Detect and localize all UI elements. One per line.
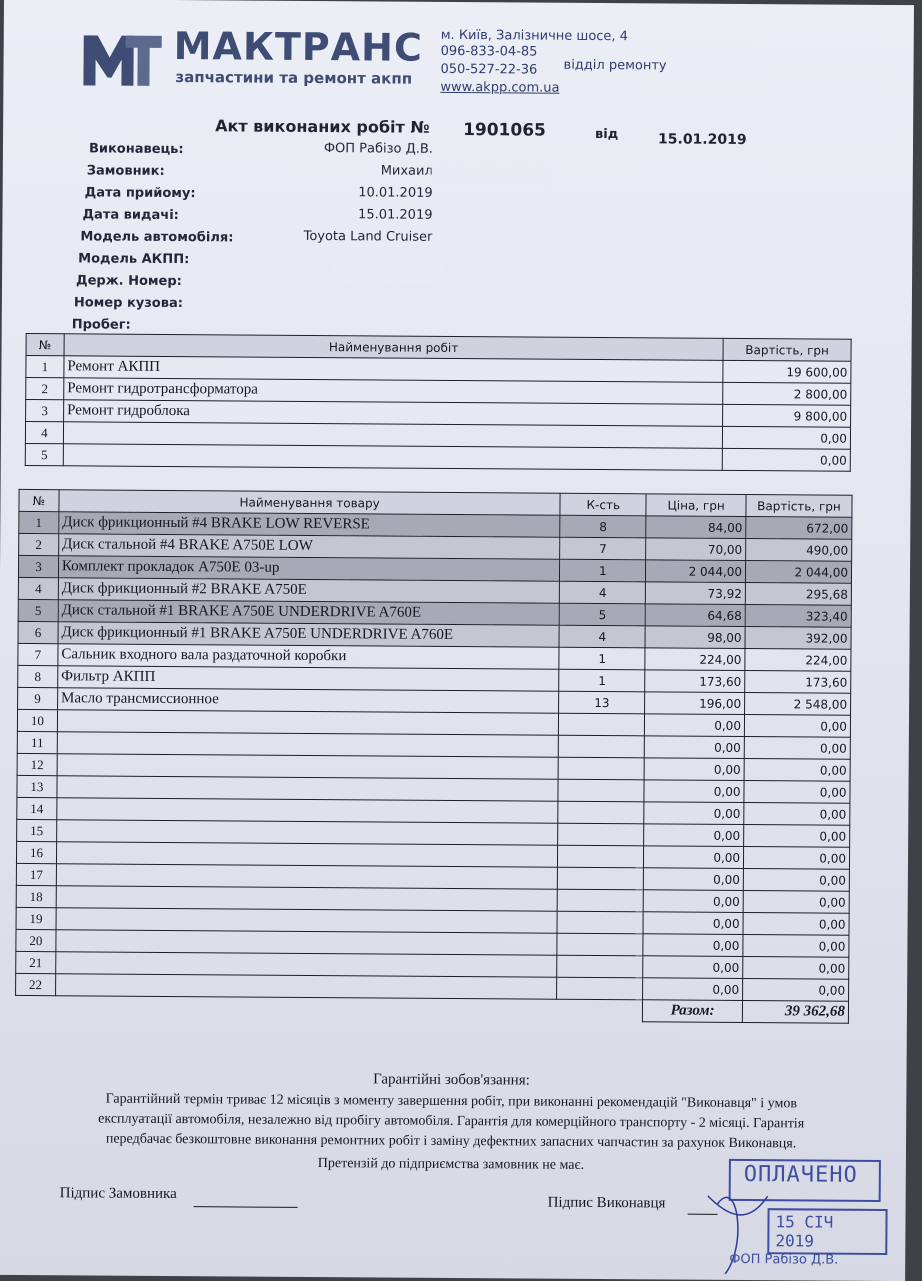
row-number: 12 bbox=[17, 753, 57, 775]
goods-cost: 0,00 bbox=[743, 957, 849, 980]
goods-cost: 0,00 bbox=[743, 891, 849, 914]
goods-price: 173,60 bbox=[645, 670, 745, 693]
goods-qty bbox=[557, 933, 643, 956]
goods-col-cost: Вартість, грн bbox=[746, 495, 852, 518]
executor-label: Виконавець: bbox=[88, 141, 184, 158]
customer-signature-label: Підпис Замовника bbox=[59, 1185, 177, 1203]
goods-qty: 1 bbox=[559, 647, 645, 670]
company-address: м. Київ, Залізничне шосе, 4 bbox=[440, 27, 629, 45]
total-label: Разом: bbox=[643, 1000, 743, 1023]
row-number: 2 bbox=[19, 533, 59, 555]
goods-qty bbox=[558, 867, 644, 890]
work-cost: 0,00 bbox=[722, 426, 850, 449]
company-logo bbox=[81, 29, 163, 88]
goods-cost: 0,00 bbox=[744, 803, 850, 826]
row-number: 8 bbox=[18, 665, 58, 687]
row-number: 16 bbox=[16, 841, 56, 863]
issued-date-value: 15.01.2019 bbox=[358, 207, 433, 223]
row-number: 14 bbox=[17, 797, 57, 819]
goods-table bbox=[15, 489, 853, 1024]
goods-cost: 0,00 bbox=[744, 759, 850, 782]
redacted-plate bbox=[332, 259, 442, 284]
goods-price: 0,00 bbox=[643, 912, 743, 935]
act-from-label: від bbox=[595, 126, 619, 143]
goods-col-qty: К-сть bbox=[560, 493, 646, 516]
goods-qty: 7 bbox=[560, 537, 646, 560]
goods-price: 0,00 bbox=[644, 780, 744, 803]
goods-price: 73,92 bbox=[646, 582, 746, 605]
goods-cost: 0,00 bbox=[744, 825, 850, 848]
row-number: 6 bbox=[18, 621, 58, 643]
customer-label: Замовник: bbox=[86, 163, 165, 179]
goods-cost: 392,00 bbox=[745, 627, 851, 650]
row-number: 13 bbox=[17, 775, 57, 797]
stamp-owner: ФОП Рабізо Д.В. bbox=[729, 1251, 839, 1268]
row-number: 7 bbox=[18, 643, 58, 665]
goods-qty bbox=[558, 823, 644, 846]
goods-price: 0,00 bbox=[644, 736, 744, 759]
redacted-customer bbox=[433, 162, 553, 183]
row-number: 2 bbox=[26, 377, 64, 399]
act-date: 15.01.2019 bbox=[657, 131, 747, 149]
goods-name: Диск фрикционный #2 BRAKE A750E bbox=[58, 578, 560, 604]
goods-price: 196,00 bbox=[645, 692, 745, 715]
goods-cost: 173,60 bbox=[745, 671, 851, 694]
guarantee-title: Гарантійні зобов'язання: bbox=[373, 1071, 530, 1089]
row-number: 5 bbox=[25, 443, 63, 465]
goods-qty bbox=[559, 735, 645, 758]
goods-price: 84,00 bbox=[646, 516, 746, 539]
row-number: 1 bbox=[26, 355, 64, 377]
act-number: 1901065 bbox=[463, 120, 546, 141]
executor-value: ФОП Рабізо Д.В. bbox=[323, 141, 434, 157]
goods-qty bbox=[558, 845, 644, 868]
row-number: 1 bbox=[19, 511, 59, 533]
goods-price: 0,00 bbox=[643, 890, 743, 913]
row-number: 11 bbox=[17, 731, 57, 753]
guarantee-line-4: Претензій до підприємства замовник не має. bbox=[317, 1156, 585, 1173]
car-model-label: Модель автомобіля: bbox=[80, 229, 234, 246]
work-name: Ремонт гидротрансформатора bbox=[64, 378, 723, 405]
paid-stamp bbox=[707, 1156, 888, 1281]
goods-qty bbox=[558, 801, 644, 824]
issued-date-label: Дата видачі: bbox=[82, 207, 179, 224]
work-cost: 19 600,00 bbox=[723, 360, 851, 383]
brand-subtitle: запчастини та ремонт акпп bbox=[175, 68, 413, 88]
goods-name: Диск фрикционный #1 BRAKE A750E UNDERDRIVE A760E bbox=[58, 622, 560, 648]
goods-cost: 0,00 bbox=[744, 781, 850, 804]
goods-total-row bbox=[15, 995, 848, 1023]
row-number: 15 bbox=[17, 819, 57, 841]
row-number: 18 bbox=[16, 885, 56, 907]
department-label: відділ ремонту bbox=[563, 57, 667, 74]
goods-name: Диск стальной #1 BRAKE A750E UNDERDRIVE A760E bbox=[58, 600, 560, 626]
stamp-paid-text: ОПЛАЧЕНО bbox=[743, 1162, 858, 1188]
goods-price: 0,00 bbox=[644, 824, 744, 847]
row-number: 17 bbox=[16, 863, 56, 885]
guarantee-line-2: експлуатації автомобіля, незалежно від пробігу автомобіля. Гарантія для комерційного транспорту - 2 місяці. Гарантія bbox=[98, 1111, 805, 1132]
goods-qty bbox=[558, 757, 644, 780]
goods-price: 0,00 bbox=[644, 868, 744, 891]
act-title: Акт виконаних робіт № bbox=[215, 116, 430, 137]
work-name: Ремонт АКПП bbox=[64, 356, 723, 383]
goods-cost: 323,40 bbox=[745, 605, 851, 628]
goods-qty: 1 bbox=[560, 559, 646, 582]
goods-price: 98,00 bbox=[645, 626, 745, 649]
guarantee-line-3: передбачає безкоштовне виконання ремонтних робіт і заміну дефектних запасних чапчастин за рахунок Виконавця. bbox=[105, 1131, 797, 1152]
goods-cost: 2 044,00 bbox=[745, 561, 851, 584]
goods-qty: 8 bbox=[560, 515, 646, 538]
mileage-label: Пробег: bbox=[71, 317, 131, 333]
row-number: 3 bbox=[18, 555, 58, 577]
goods-cost: 0,00 bbox=[743, 913, 849, 936]
goods-qty bbox=[557, 911, 643, 934]
works-col-cost: Вартість, грн bbox=[723, 338, 851, 361]
guarantee-line-1: Гарантійний термін триває 12 місяців з моменту завершення робіт, при виконанні рекомендацій "Виконавця" і умов bbox=[105, 1091, 798, 1112]
row-number: 4 bbox=[25, 421, 63, 443]
goods-qty: 4 bbox=[559, 625, 645, 648]
work-name bbox=[63, 444, 722, 471]
table-row bbox=[25, 443, 850, 471]
phone-2: 050-527-22-36 bbox=[440, 61, 538, 78]
phone-1: 096-833-04-85 bbox=[440, 43, 538, 60]
stamp-date: 15 СІЧ 2019 bbox=[767, 1208, 887, 1255]
goods-price: 64,68 bbox=[645, 604, 745, 627]
website-link[interactable]: www.akpp.com.ua bbox=[440, 79, 560, 96]
goods-price: 70,00 bbox=[646, 538, 746, 561]
goods-qty: 4 bbox=[560, 581, 646, 604]
goods-price: 0,00 bbox=[644, 802, 744, 825]
executor-signature-label: Підпис Виконавця bbox=[547, 1194, 666, 1212]
received-date-label: Дата прийому: bbox=[84, 185, 196, 202]
row-number: 22 bbox=[16, 973, 56, 995]
goods-name: Диск стальной #4 BRAKE A750E LOW bbox=[59, 534, 561, 560]
goods-qty: 1 bbox=[559, 669, 645, 692]
row-number: 21 bbox=[16, 951, 56, 973]
car-model-value: Toyota Land Cruiser bbox=[303, 228, 433, 245]
goods-col-number: № bbox=[19, 489, 59, 511]
goods-price: 0,00 bbox=[643, 956, 743, 979]
customer-signature-line bbox=[194, 1206, 298, 1208]
plate-number-label: Держ. Номер: bbox=[75, 273, 182, 290]
row-number: 19 bbox=[16, 907, 56, 929]
work-cost: 2 800,00 bbox=[723, 382, 851, 405]
row-number: 20 bbox=[16, 929, 56, 951]
goods-col-name: Найменування товару bbox=[59, 490, 561, 516]
goods-cost: 2 548,00 bbox=[745, 693, 851, 716]
goods-cost: 224,00 bbox=[745, 649, 851, 672]
goods-price: 0,00 bbox=[645, 714, 745, 737]
goods-price: 224,00 bbox=[645, 648, 745, 671]
goods-price: 0,00 bbox=[644, 758, 744, 781]
goods-qty bbox=[557, 977, 643, 1000]
gearbox-model-label: Модель АКПП: bbox=[78, 251, 190, 268]
goods-qty: 13 bbox=[559, 691, 645, 714]
customer-value: Михаил bbox=[380, 163, 433, 179]
row-number: 9 bbox=[18, 687, 58, 709]
goods-price: 0,00 bbox=[643, 978, 743, 1001]
goods-cost: 0,00 bbox=[744, 737, 850, 760]
goods-cost: 295,68 bbox=[745, 583, 851, 606]
goods-cost: 0,00 bbox=[743, 869, 849, 892]
goods-name: Масло трансмиссионное bbox=[57, 688, 559, 714]
works-col-number: № bbox=[26, 333, 64, 355]
body-number-label: Номер кузова: bbox=[73, 295, 184, 312]
row-number: 4 bbox=[18, 577, 58, 599]
work-name: Ремонт гидроблока bbox=[64, 400, 723, 427]
goods-cost: 672,00 bbox=[746, 517, 852, 540]
goods-qty: 5 bbox=[560, 603, 646, 626]
goods-price: 2 044,00 bbox=[646, 560, 746, 583]
received-date-value: 10.01.2019 bbox=[358, 185, 433, 201]
row-number: 5 bbox=[18, 599, 58, 621]
goods-qty bbox=[558, 779, 644, 802]
total-value: 39 362,68 bbox=[742, 1001, 848, 1024]
goods-name: Комплект прокладок А750Е 03-up bbox=[58, 556, 560, 582]
goods-name: Фильтр АКПП bbox=[58, 666, 560, 692]
row-number: 10 bbox=[17, 709, 57, 731]
goods-col-price: Ціна, грн bbox=[646, 494, 746, 517]
row-number: 3 bbox=[26, 399, 64, 421]
goods-qty bbox=[558, 889, 644, 912]
goods-cost: 490,00 bbox=[746, 539, 852, 562]
brand-name: МАКТРАНС bbox=[173, 24, 423, 70]
goods-cost: 0,00 bbox=[743, 847, 849, 870]
goods-name: Сальник входного вала раздаточной коробки bbox=[58, 644, 560, 670]
goods-price: 0,00 bbox=[643, 934, 743, 957]
goods-cost: 0,00 bbox=[744, 715, 850, 738]
goods-qty bbox=[557, 955, 643, 978]
work-cost: 9 800,00 bbox=[723, 404, 851, 427]
works-col-name: Найменування робіт bbox=[64, 334, 723, 361]
goods-cost: 0,00 bbox=[743, 979, 849, 1002]
goods-name: Диск фрикционный #4 BRAKE LOW REVERSE bbox=[59, 512, 561, 538]
goods-qty bbox=[559, 713, 645, 736]
work-cost: 0,00 bbox=[722, 448, 850, 471]
works-table bbox=[25, 333, 852, 472]
goods-cost: 0,00 bbox=[743, 935, 849, 958]
goods-price: 0,00 bbox=[644, 846, 744, 869]
